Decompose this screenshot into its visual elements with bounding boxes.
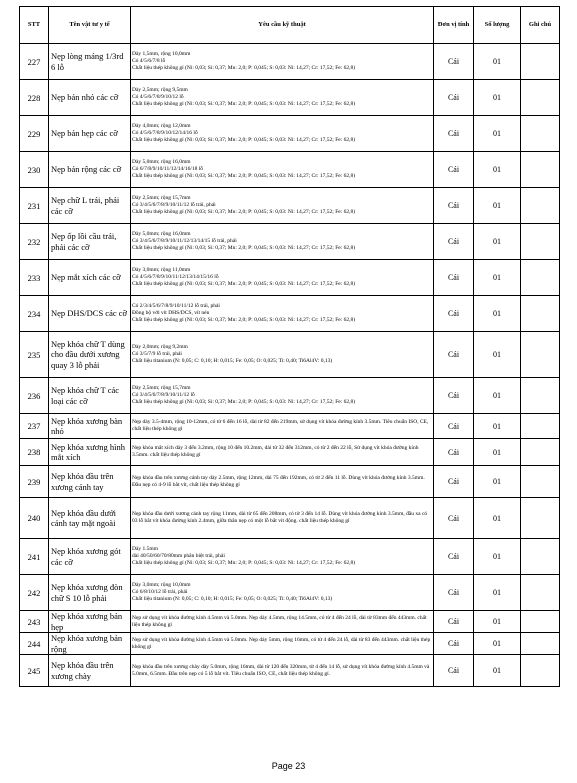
row-name: Nẹp lòng máng 1/3rd 6 lỗ	[49, 44, 131, 80]
row-name: Nẹp khóa chữ T các loại các cỡ	[49, 378, 131, 414]
table-row	[20, 80, 560, 116]
header-qty: Số lượng	[474, 7, 521, 44]
row-unit: Cái	[434, 539, 474, 575]
row-unit: Cái	[434, 575, 474, 611]
row-stt: 240	[20, 498, 49, 539]
row-stt: 231	[20, 188, 49, 224]
row-name: Nẹp khóa đầu dưới cánh tay mặt ngoài	[49, 498, 131, 539]
row-stt: 242	[20, 575, 49, 611]
row-spec: Dày 5,0mm; rộng 16,0mm Có 3/4/5/6/7/8/9/10/11/12/13/14/15 lỗ trái, phải Chất liệu thép không gỉ (Ni: 0,03; Si: 0,37; Mn: 2,0; P: 0,045; S: 0,03: Ni: 14,27; Cr: 17,52; Fe: 62,8)	[131, 224, 434, 260]
row-spec: Dày 1,5mm, rộng 10,0mm Có 4/5/6/7/8 lỗ Chất liệu thép không gỉ (Ni: 0,03; Si: 0,37; Mn: 2,0; P: 0,045; S: 0,03: Ni: 14,27; Cr: 17,52; Fe: 62,8)	[131, 44, 434, 80]
row-spec: Nẹp sử dụng vít khóa đường kính 4.5mm và 5.0mm. Nẹp dày 5mm, rộng 16mm, có từ 4 đến 24 lỗ, dài từ 83 đến 443mm. chất liệu thép không gỉ	[131, 633, 434, 655]
row-unit: Cái	[434, 439, 474, 466]
row-note	[521, 539, 560, 575]
table-row	[20, 498, 560, 539]
row-unit: Cái	[434, 224, 474, 260]
row-unit: Cái	[434, 116, 474, 152]
row-qty: 01	[474, 575, 521, 611]
row-stt: 230	[20, 152, 49, 188]
row-stt: 243	[20, 611, 49, 633]
row-spec: Dày 2,5mm; rộng 15,7mm Có 3/4/5/6/7/8/9/10/11/12 lỗ trái, phải Chất liệu thép không gỉ (Ni: 0,03; Si: 0,37; Mn: 2,0; P: 0,045; S: 0,03: Ni: 14,27; Cr: 17,52; Fe: 62,8)	[131, 188, 434, 224]
row-spec: Nẹp khóa mắt xích dày 3 đến 3.2mm, rộng 10 đến 10.2mm, dài từ 32 đến 312mm, có từ 2 đến 22 lỗ, Sử dụng vít khóa đường kính 3.5mm. chất liệu thép không gỉ	[131, 439, 434, 466]
row-qty: 01	[474, 466, 521, 498]
row-stt: 233	[20, 260, 49, 296]
table-row	[20, 633, 560, 655]
row-unit: Cái	[434, 296, 474, 332]
row-qty: 01	[474, 44, 521, 80]
row-spec: Dày 2,5mm; rộng 9,5mm Có 4/5/6/7/8/9/10/12 lỗ Chất liệu thép không gỉ (Ni: 0,03; Si: 0,37; Mn: 2,0; P: 0,045; S: 0,03: Ni: 14,27; Cr: 17,52; Fe: 62,8)	[131, 80, 434, 116]
row-name: Nẹp mắt xích các cỡ	[49, 260, 131, 296]
row-stt: 241	[20, 539, 49, 575]
row-qty: 01	[474, 116, 521, 152]
row-stt: 228	[20, 80, 49, 116]
row-qty: 01	[474, 633, 521, 655]
row-note	[521, 260, 560, 296]
row-note	[521, 575, 560, 611]
row-unit: Cái	[434, 466, 474, 498]
row-note	[521, 378, 560, 414]
header-spec: Yêu cầu kỹ thuật	[131, 7, 434, 44]
row-name: Nẹp khóa xương hình mắt xích	[49, 439, 131, 466]
row-name: Nẹp bản nhỏ các cỡ	[49, 80, 131, 116]
table-row	[20, 575, 560, 611]
row-qty: 01	[474, 539, 521, 575]
row-note	[521, 188, 560, 224]
row-stt: 227	[20, 44, 49, 80]
row-unit: Cái	[434, 611, 474, 633]
row-unit: Cái	[434, 188, 474, 224]
row-name: Nẹp khóa xương bản hẹp	[49, 611, 131, 633]
table-row	[20, 224, 560, 260]
row-note	[521, 152, 560, 188]
row-note	[521, 224, 560, 260]
row-spec: Dày 4,0mm; rộng 12,0mm Có 4/5/6/7/8/9/10/12/14/16 lỗ Chất liệu thép không gỉ (Ni: 0,03; Si: 0,37; Mn: 2,0; P: 0,045; S: 0,03: Ni: 14,27; Cr: 17,52; Fe: 62,8)	[131, 116, 434, 152]
row-spec: Có 2/3/4/5/6/7/8/9/10/11/12 lỗ trái, phải Đồng bộ với vít DHS/DCS, vít nén Chất liệu thép không gỉ (Ni: 0,03; Si: 0,37; Mn: 2,0; P: 0,045; S: 0,03: Ni: 14,27; Cr: 17,52; Fe: 62,8)	[131, 296, 434, 332]
row-note	[521, 296, 560, 332]
row-name: Nẹp bản rộng các cỡ	[49, 152, 131, 188]
row-name: Nẹp khóa chữ T dùng cho đầu dưới xương quay 3 lỗ phải	[49, 332, 131, 378]
row-spec: Dày 5,0mm; rộng 16,0mm Có 6/7/8/9/10/11/12/14/16/18 lỗ Chất liệu thép không gỉ (Ni: 0,03; Si: 0,37; Mn: 2,0; P: 0,045; S: 0,03: Ni: 14,27; Cr: 17,52; Fe: 62,8)	[131, 152, 434, 188]
row-note	[521, 466, 560, 498]
table-row	[20, 44, 560, 80]
header-unit: Đơn vị tính	[434, 7, 474, 44]
header-name: Tên vật tư y tế	[49, 7, 131, 44]
row-stt: 244	[20, 633, 49, 655]
row-qty: 01	[474, 498, 521, 539]
row-note	[521, 332, 560, 378]
row-qty: 01	[474, 611, 521, 633]
row-spec: Nẹp khóa đầu trên xương chày dày 5.0mm, rộng 16mm, dài từ 120 đến 320mm, từ 4 đến 14 lỗ, sử dụng vít khóa đường kính 4.5mm và 5.0mm, 6.5mm. Đầu trên nẹp có 5 lỗ bắt vít. Tiêu chuẩn ISO, CE, chất liệu thép không gỉ.	[131, 655, 434, 687]
row-qty: 01	[474, 224, 521, 260]
row-unit: Cái	[434, 655, 474, 687]
row-spec: Dày 2,0mm; rộng 9,2mm Có 3/5/7/9 lỗ trái, phải Chất liệu titanium (N: 0,05; C: 0,10; H: 0,015; Fe: 0,05; O: 0,025; Ti: 0,40; Ti6Al4V: 0,13)	[131, 332, 434, 378]
page-number: Page 23	[271, 761, 306, 771]
row-note	[521, 80, 560, 116]
row-note	[521, 498, 560, 539]
equipment-table	[19, 6, 560, 687]
row-unit: Cái	[434, 633, 474, 655]
header-note: Ghi chú	[521, 7, 560, 44]
row-qty: 01	[474, 80, 521, 116]
table-row	[20, 296, 560, 332]
row-spec: Nẹp khóa đầu dưới xương cánh tay rộng 11mm, dài từ 65 đến 208mm, có từ 3 đến 14 lỗ. Dùng vít khóa đường kính 3.5mm, đầu xa có 03 lỗ bắt vít khóa đường kính 2.4mm, giữa thân nẹp có một lỗ bắt vít động. chất liệu thép không gỉ	[131, 498, 434, 539]
row-name: Nẹp khóa đầu trên xương chày	[49, 655, 131, 687]
row-qty: 01	[474, 296, 521, 332]
row-note	[521, 439, 560, 466]
row-unit: Cái	[434, 44, 474, 80]
row-spec: Dày 2,5mm; rộng 15,7mm Có 3/4/5/6/7/8/9/10/11/12 lỗ Chất liệu thép không gỉ (Ni: 0,03; Si: 0,37; Mn: 2,0; P: 0,045; S: 0,03: Ni: 14,27; Cr: 17,52; Fe: 62,8)	[131, 378, 434, 414]
row-qty: 01	[474, 414, 521, 439]
row-name: Nẹp DHS/DCS các cỡ	[49, 296, 131, 332]
row-stt: 237	[20, 414, 49, 439]
row-qty: 01	[474, 260, 521, 296]
table-row	[20, 188, 560, 224]
row-note	[521, 116, 560, 152]
table-row	[20, 116, 560, 152]
row-unit: Cái	[434, 414, 474, 439]
row-qty: 01	[474, 188, 521, 224]
row-unit: Cái	[434, 332, 474, 378]
table-row	[20, 466, 560, 498]
table-row	[20, 611, 560, 633]
row-unit: Cái	[434, 80, 474, 116]
row-note	[521, 44, 560, 80]
row-stt: 238	[20, 439, 49, 466]
table-row	[20, 260, 560, 296]
row-name: Nẹp khóa xương gót các cỡ	[49, 539, 131, 575]
header-stt: STT	[20, 7, 49, 44]
row-name: Nẹp khóa xương bàn nhỏ	[49, 414, 131, 439]
row-qty: 01	[474, 655, 521, 687]
row-name: Nẹp ốp lồi cầu trái, phải các cỡ	[49, 224, 131, 260]
row-stt: 245	[20, 655, 49, 687]
table-row	[20, 152, 560, 188]
table-row	[20, 332, 560, 378]
table-header-row	[20, 7, 560, 44]
row-qty: 01	[474, 378, 521, 414]
row-name: Nẹp khóa xương bản rộng	[49, 633, 131, 655]
row-unit: Cái	[434, 152, 474, 188]
row-spec: Nẹp khóa đầu trên xương cánh tay dày 2.5mm, rộng 12mm, dài 75 đến 192mm, có từ 2 đến 11 lỗ. Dùng vít khóa đường kính 3.5mm. Đầu nẹp có 4-9 lỗ bắt vít, chất liệu thép không gỉ	[131, 466, 434, 498]
row-note	[521, 414, 560, 439]
row-stt: 234	[20, 296, 49, 332]
row-qty: 01	[474, 439, 521, 466]
row-note	[521, 611, 560, 633]
row-qty: 01	[474, 332, 521, 378]
table-row	[20, 414, 560, 439]
row-spec: Dày 3,0mm; rộng 11,0mm Có 4/5/6/7/8/9/10/11/12/13/14/15/16 lỗ Chất liệu thép không gỉ (Ni: 0,03; Si: 0,37; Mn: 2,0; P: 0,045; S: 0,03: Ni: 14,27; Cr: 17,52; Fe: 62,8)	[131, 260, 434, 296]
table-row	[20, 439, 560, 466]
row-name: Nẹp bản hẹp các cỡ	[49, 116, 131, 152]
row-spec: Nẹp sử dụng vít khóa đường kính 4.5mm và 5.0mm. Nẹp dày 4.5mm, rộng 14.5mm, có từ 4 đến 24 lỗ, dài từ 83mm đến 443mm. chất liệu thép không gỉ	[131, 611, 434, 633]
table-row	[20, 539, 560, 575]
row-note	[521, 633, 560, 655]
row-stt: 236	[20, 378, 49, 414]
row-spec: Dày 3,0mm; rộng 10,0mm Có 6/8/10/12 lỗ trái, phải Chất liệu titanium (N: 0,05; C: 0,10; H: 0,015; Fe: 0,05; O: 0,025; Ti: 0,40; Ti6Al4V: 0,13)	[131, 575, 434, 611]
table-row	[20, 655, 560, 687]
row-name: Nẹp khóa đầu trên xương cánh tay	[49, 466, 131, 498]
row-unit: Cái	[434, 260, 474, 296]
row-qty: 01	[474, 152, 521, 188]
row-spec: Nẹp dày 3.5-4mm, rộng 10-12mm, có từ 6 đến 16 lỗ, dài từ 82 đến 219mm, sử dụng vít khóa đường kính 3.5mm. Tiêu chuẩn ISO, CE, chất liệu thép không gỉ	[131, 414, 434, 439]
row-unit: Cái	[434, 378, 474, 414]
row-note	[521, 655, 560, 687]
row-stt: 229	[20, 116, 49, 152]
row-name: Nẹp chữ L trái, phải các cỡ	[49, 188, 131, 224]
row-name: Nẹp khóa xương đòn chữ S 10 lỗ phải	[49, 575, 131, 611]
row-stt: 239	[20, 466, 49, 498]
row-stt: 232	[20, 224, 49, 260]
table-row	[20, 378, 560, 414]
row-stt: 235	[20, 332, 49, 378]
row-unit: Cái	[434, 498, 474, 539]
row-spec: Dày 1.5mm dài 40/50/60/70/80mm phân biệt trái, phải Chất liệu thép không gỉ (Ni: 0,03; Si: 0,37; Mn: 2,0; P: 0,045; S: 0,03: Ni: 14,27; Cr: 17,52; Fe: 62,8)	[131, 539, 434, 575]
